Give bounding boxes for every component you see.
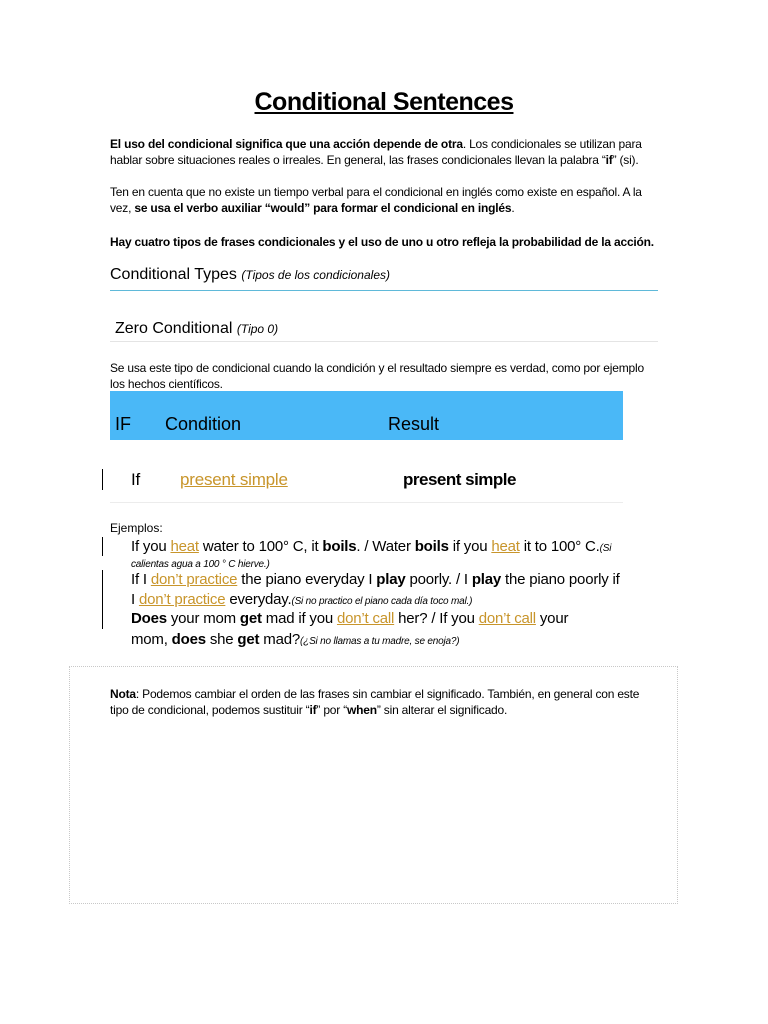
zero-divider bbox=[110, 341, 658, 342]
ex-bold: does bbox=[171, 631, 206, 648]
ex-text: everyday. bbox=[225, 591, 292, 608]
ex-text: your mom bbox=[166, 610, 240, 627]
margin-mark bbox=[102, 469, 103, 490]
ex-text: mad if you bbox=[261, 610, 337, 627]
ex-bold: get bbox=[239, 610, 262, 627]
ex-highlight: don’t practice bbox=[138, 591, 226, 608]
zero-heading-note: (Tipo 0) bbox=[236, 322, 279, 336]
ex-text: mom, bbox=[131, 631, 172, 648]
margin-mark bbox=[102, 570, 103, 629]
intro-if: if bbox=[605, 153, 613, 167]
intro-text: . Los condicionales se utilizan para hablar sobre situaciones reales o irreales. En general, las frases condicionales llevan la palabra “ bbox=[110, 137, 642, 167]
ex-text: her? / If you bbox=[394, 610, 479, 627]
ex-text: the piano everyday I bbox=[237, 571, 377, 588]
table-header-result: Result bbox=[388, 414, 440, 434]
note-text: : Podemos cambiar el orden de las frases sin cambiar el significado. También, en general con este tipo de condicional, podemos sustituir “ bbox=[110, 687, 640, 717]
ex-text: the piano poorly if bbox=[501, 571, 620, 588]
intro-paragraph-2 bbox=[110, 184, 660, 216]
types-heading bbox=[110, 266, 390, 284]
intro-paragraph-3: Hay cuatro tipos de frases condicionales y el uso de uno u otro refleja la probabilidad de la acción. bbox=[110, 235, 654, 249]
note-when: when bbox=[347, 703, 377, 717]
types-heading-text: Conditional Types bbox=[110, 266, 237, 283]
would-bold: se usa el verbo auxiliar “would” para formar el condicional en inglés bbox=[134, 201, 512, 215]
intro-bold: El uso del condicional significa que una acción depende de otra bbox=[110, 137, 463, 151]
ex-text: water to 100° C, it bbox=[198, 538, 323, 555]
table-row-divider bbox=[110, 502, 623, 503]
page-title: Conditional Sentences bbox=[254, 88, 514, 116]
example-3 bbox=[131, 609, 568, 629]
intro-end: ” (si). bbox=[612, 153, 639, 167]
ex-text: it to 100° C. bbox=[519, 538, 600, 555]
ex-bold: boils bbox=[322, 538, 357, 555]
table-row-condition: present simple bbox=[180, 470, 288, 489]
ex-text: poorly. / I bbox=[405, 571, 472, 588]
ex-text: your bbox=[535, 610, 569, 627]
intro-paragraph-1 bbox=[110, 136, 660, 168]
ex-bold: get bbox=[237, 631, 260, 648]
example-1-translation: calientas agua a 100 ° C hierve.) bbox=[131, 559, 270, 570]
note-if: if bbox=[309, 703, 317, 717]
table-row-if: If bbox=[131, 470, 141, 489]
note-paragraph bbox=[110, 686, 660, 718]
ex-text: if you bbox=[448, 538, 492, 555]
margin-mark bbox=[102, 537, 103, 556]
table-row-result: present simple bbox=[403, 470, 516, 489]
note-text: ” por “ bbox=[316, 703, 347, 717]
examples-label: Ejemplos: bbox=[110, 521, 163, 535]
note-label: Nota bbox=[110, 687, 136, 701]
table-header-condition: Condition bbox=[165, 414, 242, 434]
ex-bold: play bbox=[471, 571, 502, 588]
example-3-continued bbox=[131, 630, 459, 652]
ex-highlight: don’t call bbox=[478, 610, 536, 627]
ex-translation: (Si bbox=[599, 543, 612, 554]
zero-heading-text: Zero Conditional bbox=[115, 320, 233, 337]
zero-heading bbox=[115, 320, 278, 338]
ex-text: If you bbox=[131, 538, 171, 555]
table-header-if: IF bbox=[115, 414, 131, 434]
types-divider bbox=[110, 290, 658, 291]
would-text: Ten en cuenta que no existe un tiempo verbal para el condicional en inglés como existe en español. A la vez, bbox=[110, 185, 642, 215]
ex-bold: Does bbox=[131, 610, 167, 627]
would-end: . bbox=[511, 201, 515, 215]
table-header bbox=[110, 391, 623, 440]
types-heading-note: (Tipos de los condicionales) bbox=[241, 268, 390, 282]
ex-bold: boils bbox=[414, 538, 449, 555]
ex-translation: (¿Si no llamas a tu madre, se enoja?) bbox=[300, 636, 460, 647]
ex-bold: play bbox=[376, 571, 406, 588]
ex-highlight: don’t call bbox=[336, 610, 395, 627]
example-2 bbox=[131, 570, 620, 590]
ex-text: she bbox=[205, 631, 238, 648]
ex-text: I bbox=[131, 591, 139, 608]
ex-text: mad? bbox=[259, 631, 301, 648]
zero-description: Se usa este tipo de condicional cuando la condición y el resultado siempre es verdad, como por ejemplo los hechos científicos. bbox=[110, 361, 644, 391]
ex-highlight: heat bbox=[170, 538, 199, 555]
note-text: ” sin alterar el significado. bbox=[376, 703, 508, 717]
ex-text: If I bbox=[131, 571, 151, 588]
ex-highlight: don’t practice bbox=[150, 571, 238, 588]
ex-text: . / Water bbox=[356, 538, 415, 555]
ex-translation: (Si no practico el piano cada día toco mal.) bbox=[291, 596, 473, 607]
ex-highlight: heat bbox=[491, 538, 520, 555]
